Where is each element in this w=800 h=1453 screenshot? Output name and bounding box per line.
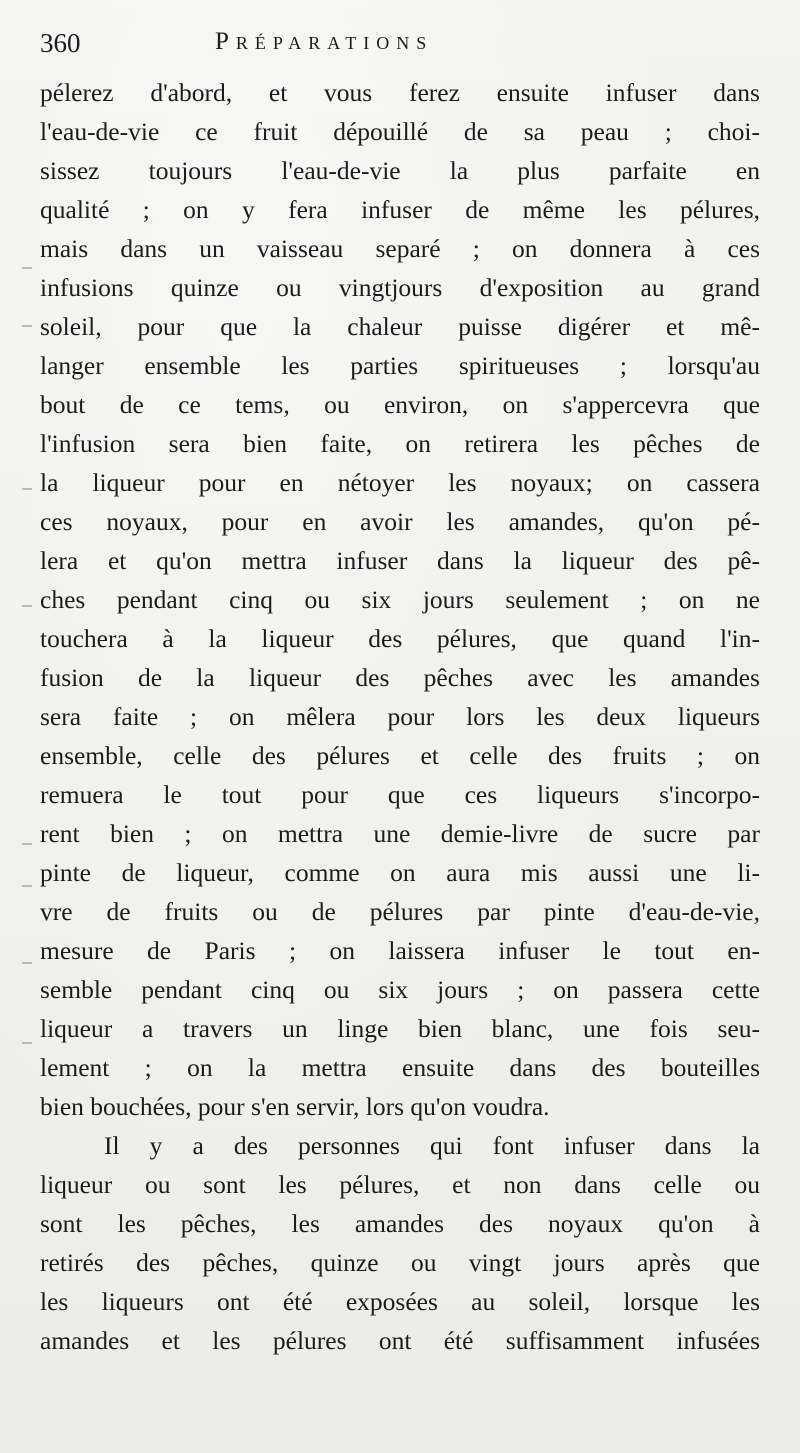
margin-mark [22, 843, 32, 845]
text-line: les liqueurs ont été exposées au soleil, lorsque les [40, 1287, 760, 1316]
text-line: Il y a des personnes qui font infuser dans la [104, 1131, 760, 1160]
text-line: lement ; on la mettra ensuite dans des bouteilles [40, 1053, 760, 1082]
text-line: pélerez d'abord, et vous ferez ensuite infuser dans [40, 78, 760, 107]
text-line: retirés des pêches, quinze ou vingt jours après que [40, 1248, 760, 1277]
text-line: fusion de la liqueur des pêches avec les amandes [40, 663, 760, 692]
text-line: qualité ; on y fera infuser de même les pélures, [40, 195, 760, 224]
page-header [40, 28, 760, 68]
text-line: pinte de liqueur, comme on aura mis aussi une li- [40, 858, 760, 887]
text-line: l'eau-de-vie ce fruit dépouillé de sa peau ; choi- [40, 117, 760, 146]
text-line: liqueur a travers un linge bien blanc, une fois seu- [40, 1014, 760, 1043]
text-line: sera faite ; on mêlera pour lors les deux liqueurs [40, 702, 760, 731]
text-line: lera et qu'on mettra infuser dans la liqueur des pê- [40, 546, 760, 575]
text-line: soleil, pour que la chaleur puisse digérer et mê- [40, 312, 760, 341]
text-line: semble pendant cinq ou six jours ; on passera cette [40, 975, 760, 1004]
text-line: ces noyaux, pour en avoir les amandes, qu'on pé- [40, 507, 760, 536]
text-line: la liqueur pour en nétoyer les noyaux; on cassera [40, 468, 760, 497]
margin-mark [22, 267, 32, 269]
running-title: Préparations [215, 28, 434, 55]
text-line: vre de fruits ou de pélures par pinte d'eau-de-vie, [40, 897, 760, 926]
text-line: ches pendant cinq ou six jours seulement ; on ne [40, 585, 760, 614]
text-line: rent bien ; on mettra une demie-livre de sucre par [40, 819, 760, 848]
margin-mark [22, 962, 32, 964]
text-line: bien bouchées, pour s'en servir, lors qu'on voudra. [40, 1092, 550, 1121]
text-line: liqueur ou sont les pélures, et non dans celle ou [40, 1170, 760, 1199]
page-number: 360 [40, 28, 81, 58]
text-line: mesure de Paris ; on laissera infuser le tout en- [40, 936, 760, 965]
text-line: remuera le tout pour que ces liqueurs s'incorpo- [40, 780, 760, 809]
text-line: l'infusion sera bien faite, on retirera les pêches de [40, 429, 760, 458]
text-line: sont les pêches, les amandes des noyaux qu'on à [40, 1209, 760, 1238]
paragraph-1 [40, 73, 760, 1126]
paragraph-2 [40, 1126, 760, 1360]
margin-mark [22, 488, 32, 490]
text-line: mais dans un vaisseau separé ; on donnera à ces [40, 234, 760, 263]
margin-mark [22, 1042, 32, 1044]
text-line: amandes et les pélures ont été suffisamment infusées [40, 1326, 760, 1355]
text-line: ensemble, celle des pélures et celle des fruits ; on [40, 741, 760, 770]
text-line: bout de ce tems, ou environ, on s'appercevra que [40, 390, 760, 419]
text-line: infusions quinze ou vingtjours d'exposition au grand [40, 273, 760, 302]
margin-mark [22, 605, 32, 607]
margin-mark [22, 885, 32, 887]
text-line: touchera à la liqueur des pélures, que quand l'in- [40, 624, 760, 653]
text-line: langer ensemble les parties spiritueuses ; lorsqu'au [40, 351, 760, 380]
body-text [40, 73, 760, 1360]
text-line: sissez toujours l'eau-de-vie la plus parfaite en [40, 156, 760, 185]
margin-mark [22, 325, 32, 327]
